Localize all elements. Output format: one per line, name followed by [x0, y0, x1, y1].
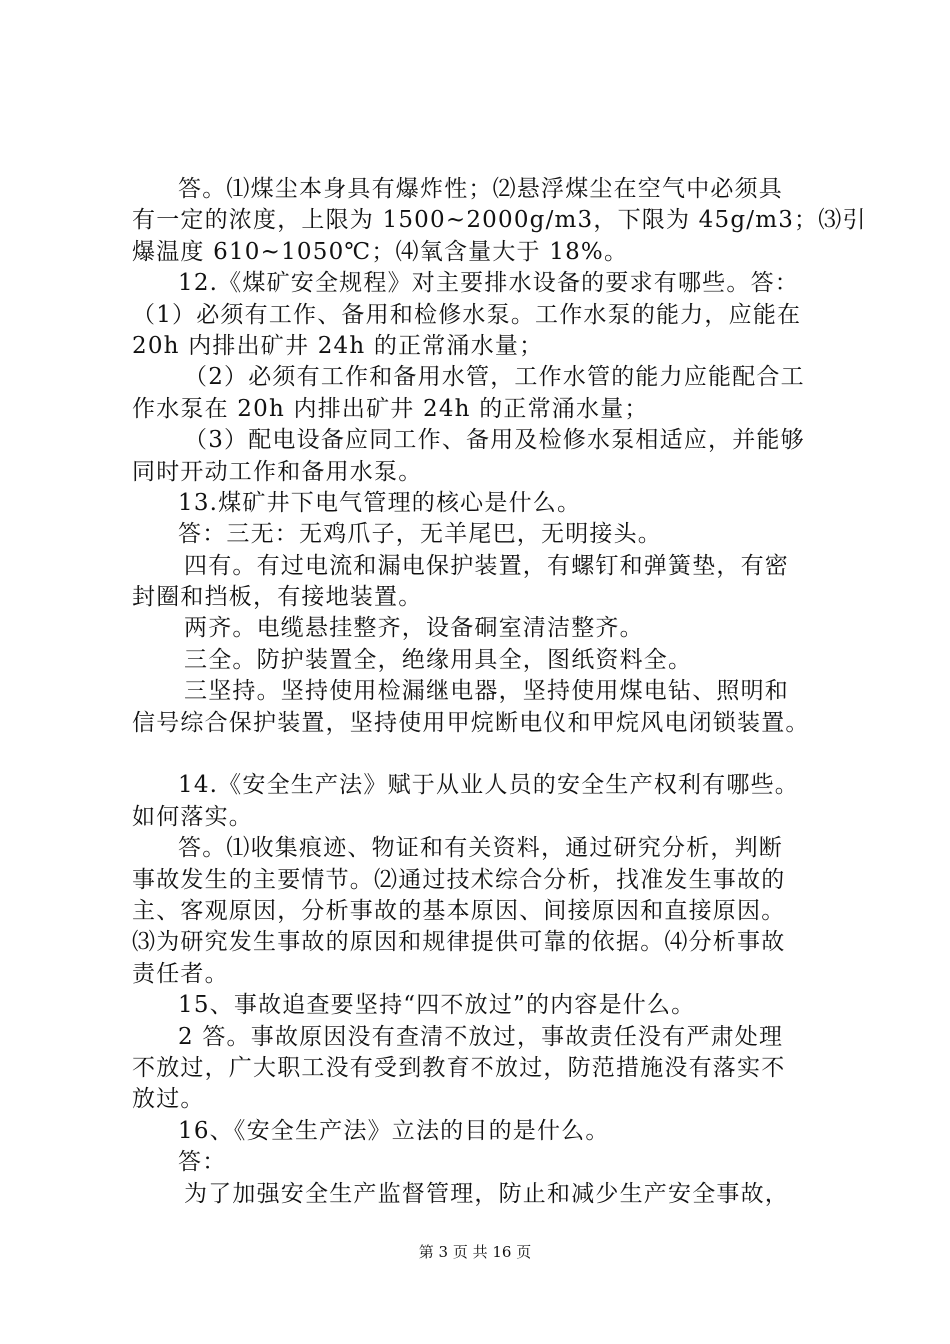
- text-line: 20h 内排出矿井 24h 的正常涌水量；: [132, 332, 544, 359]
- text-line: 封圈和挡板，有接地装置。: [132, 584, 423, 611]
- blank-line: [132, 739, 832, 770]
- text-line: 16、《安全生产法》立法的目的是什么。: [178, 1117, 610, 1144]
- text-line: （3）配电设备应同工作、备用及检修水泵相适应，并能够: [184, 427, 805, 454]
- text-line: 爆温度 610~1050℃；⑷氧含量大于 18%。: [132, 238, 629, 265]
- text-line: ⑶为研究发生事故的原因和规律提供可靠的依据。⑷分析事故: [132, 929, 786, 956]
- document-body: [132, 174, 867, 1210]
- text-line: 同时开动工作和备用水泵。: [132, 458, 423, 485]
- text-line: 放过。: [132, 1086, 205, 1113]
- text-line: 主、客观原因，分析事故的基本原因、间接原因和直接原因。: [132, 897, 786, 924]
- text-line: 答。⑴煤尘本身具有爆炸性；⑵悬浮煤尘在空气中必须具: [178, 176, 783, 202]
- text-line: 答：: [178, 1149, 227, 1176]
- text-line: 15、事故追查要坚持“四不放过”的内容是什么。: [178, 992, 696, 1019]
- text-line: 作水泵在 20h 内排出矿井 24h 的正常涌水量；: [132, 395, 649, 422]
- text-line: （2）必须有工作和备用水管，工作水管的能力应能配合工: [184, 364, 805, 391]
- text-line: 14.《安全生产法》赋于从业人员的安全生产权利有哪些。: [178, 772, 799, 799]
- text-line: 三全。防护装置全，绝缘用具全，图纸资料全。: [184, 646, 693, 673]
- text-line: 责任者。: [132, 960, 229, 987]
- text-line: 如何落实。: [132, 803, 253, 830]
- text-line: 三坚持。坚持使用检漏继电器，坚持使用煤电钻、照明和: [184, 678, 789, 705]
- text-line: 信号综合保护装置，坚持使用甲烷断电仪和甲烷风电闭锁装置。: [132, 709, 810, 736]
- text-line: 答：三无：无鸡爪子，无羊尾巴，无明接头。: [178, 521, 662, 548]
- text-line: 两齐。电缆悬挂整齐，设备硐室清洁整齐。: [184, 615, 644, 642]
- text-line: 13.煤矿井下电气管理的核心是什么。: [178, 489, 582, 516]
- page-footer: 第 3 页 共 16 页: [418, 1243, 532, 1261]
- text-line: 答。⑴收集痕迹、物证和有关资料，通过研究分析，判断: [178, 835, 783, 862]
- text-line: 有一定的浓度，上限为 1500~2000g/m3，下限为 45g/m3；⑶引: [132, 207, 867, 234]
- text-line: （1）必须有工作、备用和检修水泵。工作水泵的能力，应能在: [132, 301, 802, 328]
- text-line: 12.《煤矿安全规程》对主要排水设备的要求有哪些。答：: [178, 270, 799, 297]
- text-line: 2 答。事故原因没有查清不放过，事故责任没有严肃处理: [178, 1023, 784, 1050]
- text-line: 四有。有过电流和漏电保护装置，有螺钉和弹簧垫，有密: [184, 552, 789, 579]
- text-line: 为了加强安全生产监督管理，防止和减少生产安全事故，: [184, 1180, 789, 1207]
- text-line: 不放过，广大职工没有受到教育不放过，防范措施没有落实不: [132, 1054, 786, 1081]
- text-line: 事故发生的主要情节。⑵通过技术综合分析，找准发生事故的: [132, 866, 786, 893]
